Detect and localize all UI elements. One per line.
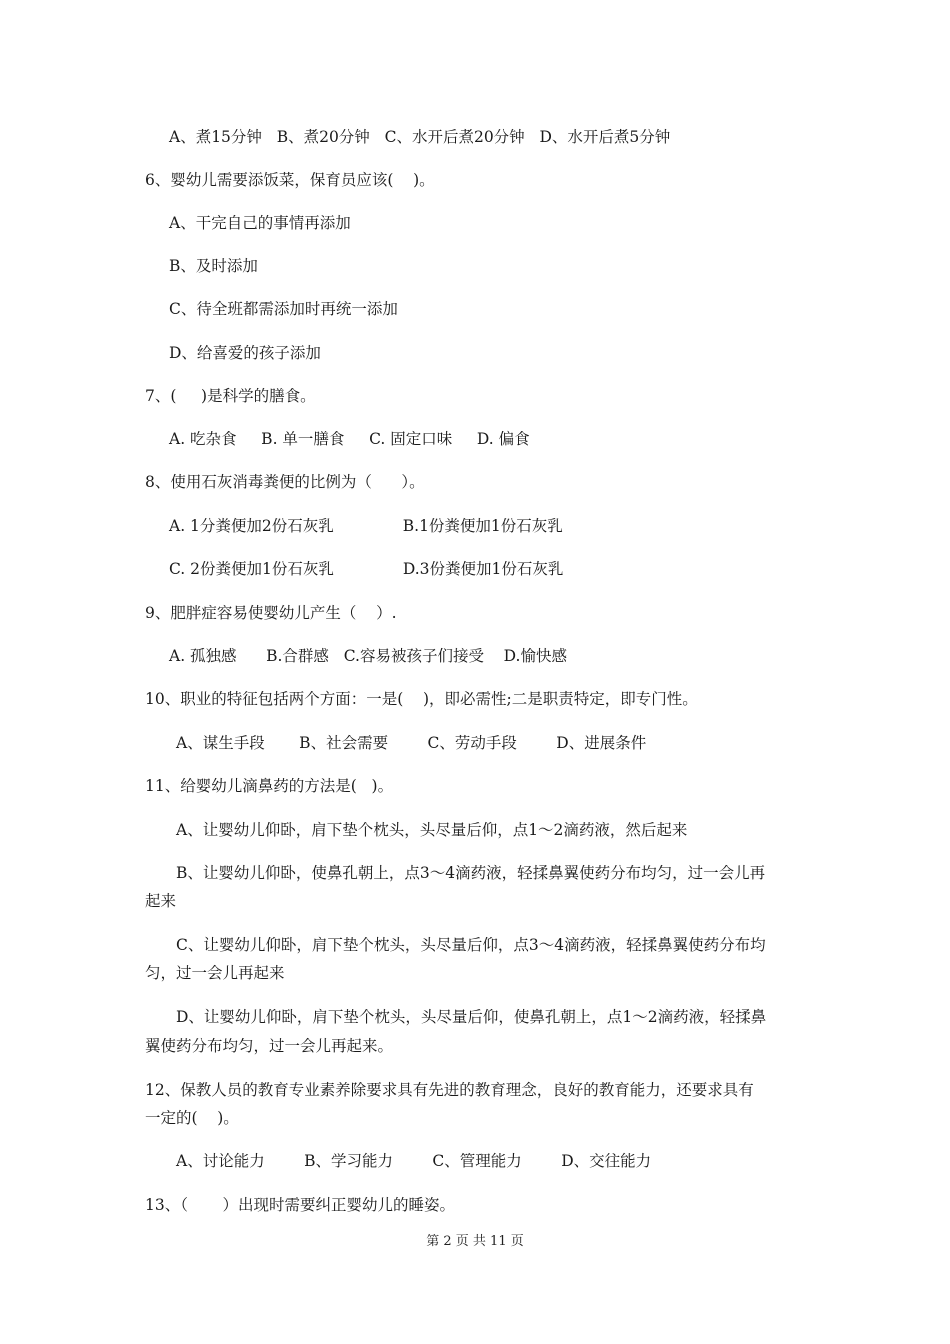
q13-stem: 13、（ ）出现时需要纠正婴幼儿的睡姿。: [145, 1196, 455, 1214]
q11-option-a: A、让婴幼儿仰卧，肩下垫个枕头，头尽量后仰，点1～2滴药液，然后起来: [176, 821, 688, 839]
q11-option-c-cont: 匀，过一会儿再起来: [145, 964, 285, 982]
q11-stem: 11、给婴幼儿滴鼻药的方法是( )。: [145, 777, 394, 795]
q7-stem: 7、( )是科学的膳食。: [145, 387, 316, 405]
q11-option-d-cont: 翼使药分布均匀，过一会儿再起来。: [145, 1037, 394, 1055]
q12-options: A、讨论能力 B、学习能力 C、管理能力 D、交往能力: [176, 1152, 652, 1170]
q10-stem: 10、职业的特征包括两个方面：一是( )，即必需性;二是职责特定，即专门性。: [145, 690, 698, 708]
q6-option-c: C、待全班都需添加时再统一添加: [169, 300, 398, 318]
page-footer: 第 2 页 共 11 页: [426, 1234, 524, 1249]
q8-stem: 8、使用石灰消毒粪便的比例为（ ）。: [145, 473, 425, 491]
q11-option-c: C、让婴幼儿仰卧，肩下垫个枕头，头尽量后仰，点3～4滴药液，轻揉鼻翼使药分布均: [176, 936, 766, 954]
q6-stem: 6、婴幼儿需要添饭菜，保育员应该( )。: [145, 171, 435, 189]
q12-stem-cont: 一定的( )。: [145, 1109, 239, 1127]
q11-option-d: D、让婴幼儿仰卧，肩下垫个枕头，头尽量后仰，使鼻孔朝上，点1～2滴药液，轻揉鼻: [176, 1008, 767, 1026]
q11-option-b: B、让婴幼儿仰卧，使鼻孔朝上，点3～4滴药液，轻揉鼻翼使药分布均匀，过一会儿再: [176, 864, 766, 882]
q7-options: A. 吃杂食 B. 单一膳食 C. 固定口味 D. 偏食: [169, 430, 530, 448]
q8-options-cd: C. 2份粪便加1份石灰乳 D.3份粪便加1份石灰乳: [169, 560, 564, 578]
q10-options: A、谋生手段 B、社会需要 C、劳动手段 D、进展条件: [176, 734, 647, 752]
q9-stem: 9、肥胖症容易使婴幼儿产生（ ）.: [145, 604, 397, 622]
q6-option-b: B、及时添加: [169, 257, 258, 275]
q6-option-a: A、干完自己的事情再添加: [169, 214, 351, 232]
q5-options: A、煮15分钟 B、煮20分钟 C、水开后煮20分钟 D、水开后煮5分钟: [169, 128, 671, 146]
q6-option-d: D、给喜爱的孩子添加: [169, 344, 321, 362]
q11-option-b-cont: 起来: [145, 892, 177, 910]
q8-options-ab: A. 1分粪便加2份石灰乳 B.1份粪便加1份石灰乳: [169, 517, 563, 535]
q12-stem: 12、保教人员的教育专业素养除要求具有先进的教育理念，良好的教育能力，还要求具有: [145, 1081, 754, 1099]
q9-options: A. 孤独感 B.合群感 C.容易被孩子们接受 D.愉快感: [169, 647, 567, 665]
